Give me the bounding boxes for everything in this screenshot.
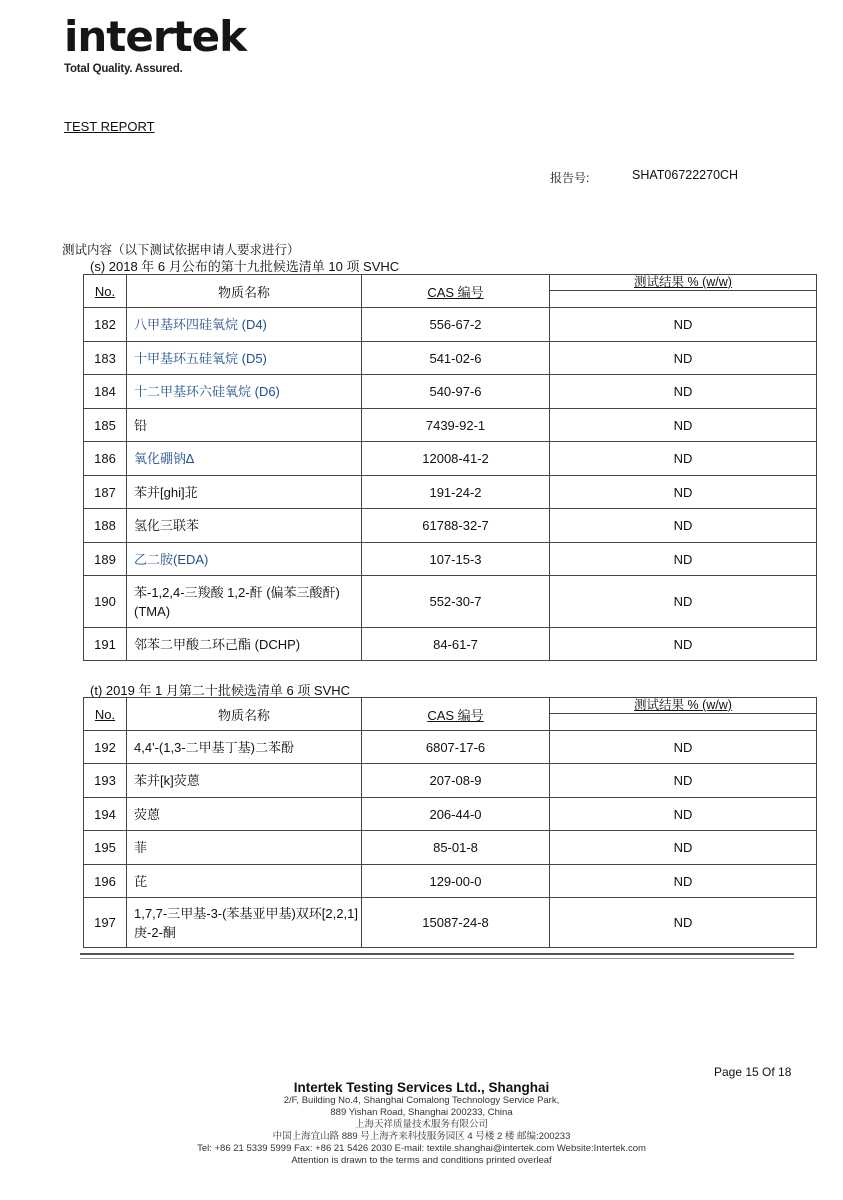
test-result: ND xyxy=(550,476,817,509)
substance-name: 十二甲基环六硅氧烷 (D6) xyxy=(127,375,362,409)
header-result-label: 测试结果 % (w/w) xyxy=(550,698,816,714)
row-number: 184 xyxy=(84,375,127,409)
cas-number: 7439-92-1 xyxy=(362,409,550,442)
substance-name: 苯并[ghi]苝 xyxy=(127,476,362,509)
cas-number: 556-67-2 xyxy=(362,308,550,342)
substance-name: 菲 xyxy=(127,831,362,865)
cas-number: 191-24-2 xyxy=(362,476,550,509)
test-result: ND xyxy=(550,898,817,948)
header-name: 物质名称 xyxy=(127,698,362,731)
table-row xyxy=(84,731,817,764)
test-result: ND xyxy=(550,509,817,543)
test-result: ND xyxy=(550,375,817,409)
row-number: 194 xyxy=(84,798,127,831)
cas-number: 552-30-7 xyxy=(362,576,550,628)
row-number: 195 xyxy=(84,831,127,865)
header-name: 物质名称 xyxy=(127,275,362,308)
test-result: ND xyxy=(550,442,817,476)
table-s-caption: (s) 2018 年 6 月公布的第十九批候选清单 10 项 SVHC xyxy=(90,259,400,274)
footer xyxy=(0,1080,843,1167)
table-row xyxy=(84,342,817,375)
table-row xyxy=(84,476,817,509)
test-result: ND xyxy=(550,798,817,831)
cas-number: 540-97-6 xyxy=(362,375,550,409)
test-result: ND xyxy=(550,409,817,442)
cas-number: 207-08-9 xyxy=(362,764,550,798)
table-s xyxy=(83,274,817,661)
report-title: TEST REPORT xyxy=(64,119,155,134)
footer-cn-name: 上海天祥质量技术服务有限公司 xyxy=(354,1119,488,1130)
table-row xyxy=(84,308,817,342)
header-cas: CAS 编号 xyxy=(362,275,550,308)
row-number: 189 xyxy=(84,543,127,576)
substance-name: 氧化硼钠∆ xyxy=(127,442,362,476)
test-result: ND xyxy=(550,831,817,865)
row-number: 182 xyxy=(84,308,127,342)
footer-cn-address: 中国上海宜山路 889 号上海齐来科技服务园区 4 号楼 2 楼 邮编:200233 xyxy=(272,1131,571,1142)
table-row xyxy=(84,764,817,798)
intertek-logo xyxy=(64,12,247,75)
substance-name: 十甲基环五硅氧烷 (D5) xyxy=(127,342,362,375)
cas-number: 206-44-0 xyxy=(362,798,550,831)
logo-tagline: Total Quality. Assured. xyxy=(64,63,183,75)
row-number: 186 xyxy=(84,442,127,476)
table-row xyxy=(84,798,817,831)
cas-number: 129-00-0 xyxy=(362,865,550,898)
report-number-label: 报告号: xyxy=(550,171,590,185)
table-header-row xyxy=(84,698,817,731)
table-row xyxy=(84,409,817,442)
row-number: 187 xyxy=(84,476,127,509)
report-number-value: SHAT06722270CH xyxy=(632,168,739,182)
table-t-caption: (t) 2019 年 1 月第二十批候选清单 6 项 SVHC xyxy=(90,683,351,698)
table-header-row xyxy=(84,275,817,308)
table-row xyxy=(84,543,817,576)
page-number: Page 15 Of 18 xyxy=(714,1065,792,1079)
table-t xyxy=(83,697,817,948)
test-result: ND xyxy=(550,731,817,764)
test-result: ND xyxy=(550,865,817,898)
cas-number: 107-15-3 xyxy=(362,543,550,576)
footer-company: Intertek Testing Services Ltd., Shanghai xyxy=(293,1080,550,1095)
table-row xyxy=(84,442,817,476)
substance-name: 乙二胺(EDA) xyxy=(127,543,362,576)
row-number: 197 xyxy=(84,898,127,948)
test-result: ND xyxy=(550,342,817,375)
row-number: 183 xyxy=(84,342,127,375)
substance-name: 铅 xyxy=(127,409,362,442)
header-no: No. xyxy=(84,275,127,308)
row-number: 188 xyxy=(84,509,127,543)
bottom-divider xyxy=(80,953,794,955)
substance-name: 荧蒽 xyxy=(127,798,362,831)
footer-address-line2: 889 Yishan Road, Shanghai 200233, China xyxy=(330,1107,513,1118)
table-row xyxy=(84,865,817,898)
cas-number: 12008-41-2 xyxy=(362,442,550,476)
substance-name: 芘 xyxy=(127,865,362,898)
row-number: 193 xyxy=(84,764,127,798)
test-result: ND xyxy=(550,308,817,342)
substance-name: 邻苯二甲酸二环己酯 (DCHP) xyxy=(127,628,362,661)
row-number: 185 xyxy=(84,409,127,442)
substance-name: 苯并[k]荧蒽 xyxy=(127,764,362,798)
row-number: 190 xyxy=(84,576,127,628)
footer-contact: Tel: +86 21 5339 5999 Fax: +86 21 5426 2030 E-mail: textile.shanghai@intertek.com Website:Intertek.com xyxy=(197,1143,646,1154)
header-no: No. xyxy=(84,698,127,731)
substance-name: 八甲基环四硅氧烷 (D4) xyxy=(127,308,362,342)
cas-number: 6807-17-6 xyxy=(362,731,550,764)
table-row xyxy=(84,375,817,409)
logo-wordmark: intertek xyxy=(64,12,247,61)
table-t-body xyxy=(84,731,817,948)
substance-name: 苯-1,2,4-三羧酸 1,2-酐 (偏苯三酸酐) (TMA) xyxy=(127,576,362,628)
row-number: 191 xyxy=(84,628,127,661)
cas-number: 85-01-8 xyxy=(362,831,550,865)
table-row xyxy=(84,831,817,865)
table-row xyxy=(84,509,817,543)
cas-number: 61788-32-7 xyxy=(362,509,550,543)
header-result xyxy=(550,698,817,731)
test-result: ND xyxy=(550,543,817,576)
substance-name: 1,7,7-三甲基-3-(苯基亚甲基)双环[2,2,1]庚-2-酮 xyxy=(127,898,362,948)
header-result-label: 测试结果 % (w/w) xyxy=(550,275,816,291)
test-result: ND xyxy=(550,764,817,798)
table-row xyxy=(84,576,817,628)
bottom-divider-thin xyxy=(80,958,794,959)
row-number: 196 xyxy=(84,865,127,898)
header-cas: CAS 编号 xyxy=(362,698,550,731)
test-result: ND xyxy=(550,628,817,661)
substance-name: 4,4'-(1,3-二甲基丁基)二苯酚 xyxy=(127,731,362,764)
footer-address-line1: 2/F, Building No.4, Shanghai Comalong Technology Service Park, xyxy=(283,1095,560,1106)
table-row xyxy=(84,898,817,948)
substance-name: 氢化三联苯 xyxy=(127,509,362,543)
cas-number: 541-02-6 xyxy=(362,342,550,375)
table-s-body xyxy=(84,308,817,661)
cas-number: 15087-24-8 xyxy=(362,898,550,948)
footer-notice: Attention is drawn to the terms and conditions printed overleaf xyxy=(291,1155,552,1166)
header-result xyxy=(550,275,817,308)
test-result: ND xyxy=(550,576,817,628)
section-intro: 测试内容（以下测试依据申请人要求进行） xyxy=(62,243,300,257)
table-row xyxy=(84,628,817,661)
cas-number: 84-61-7 xyxy=(362,628,550,661)
row-number: 192 xyxy=(84,731,127,764)
